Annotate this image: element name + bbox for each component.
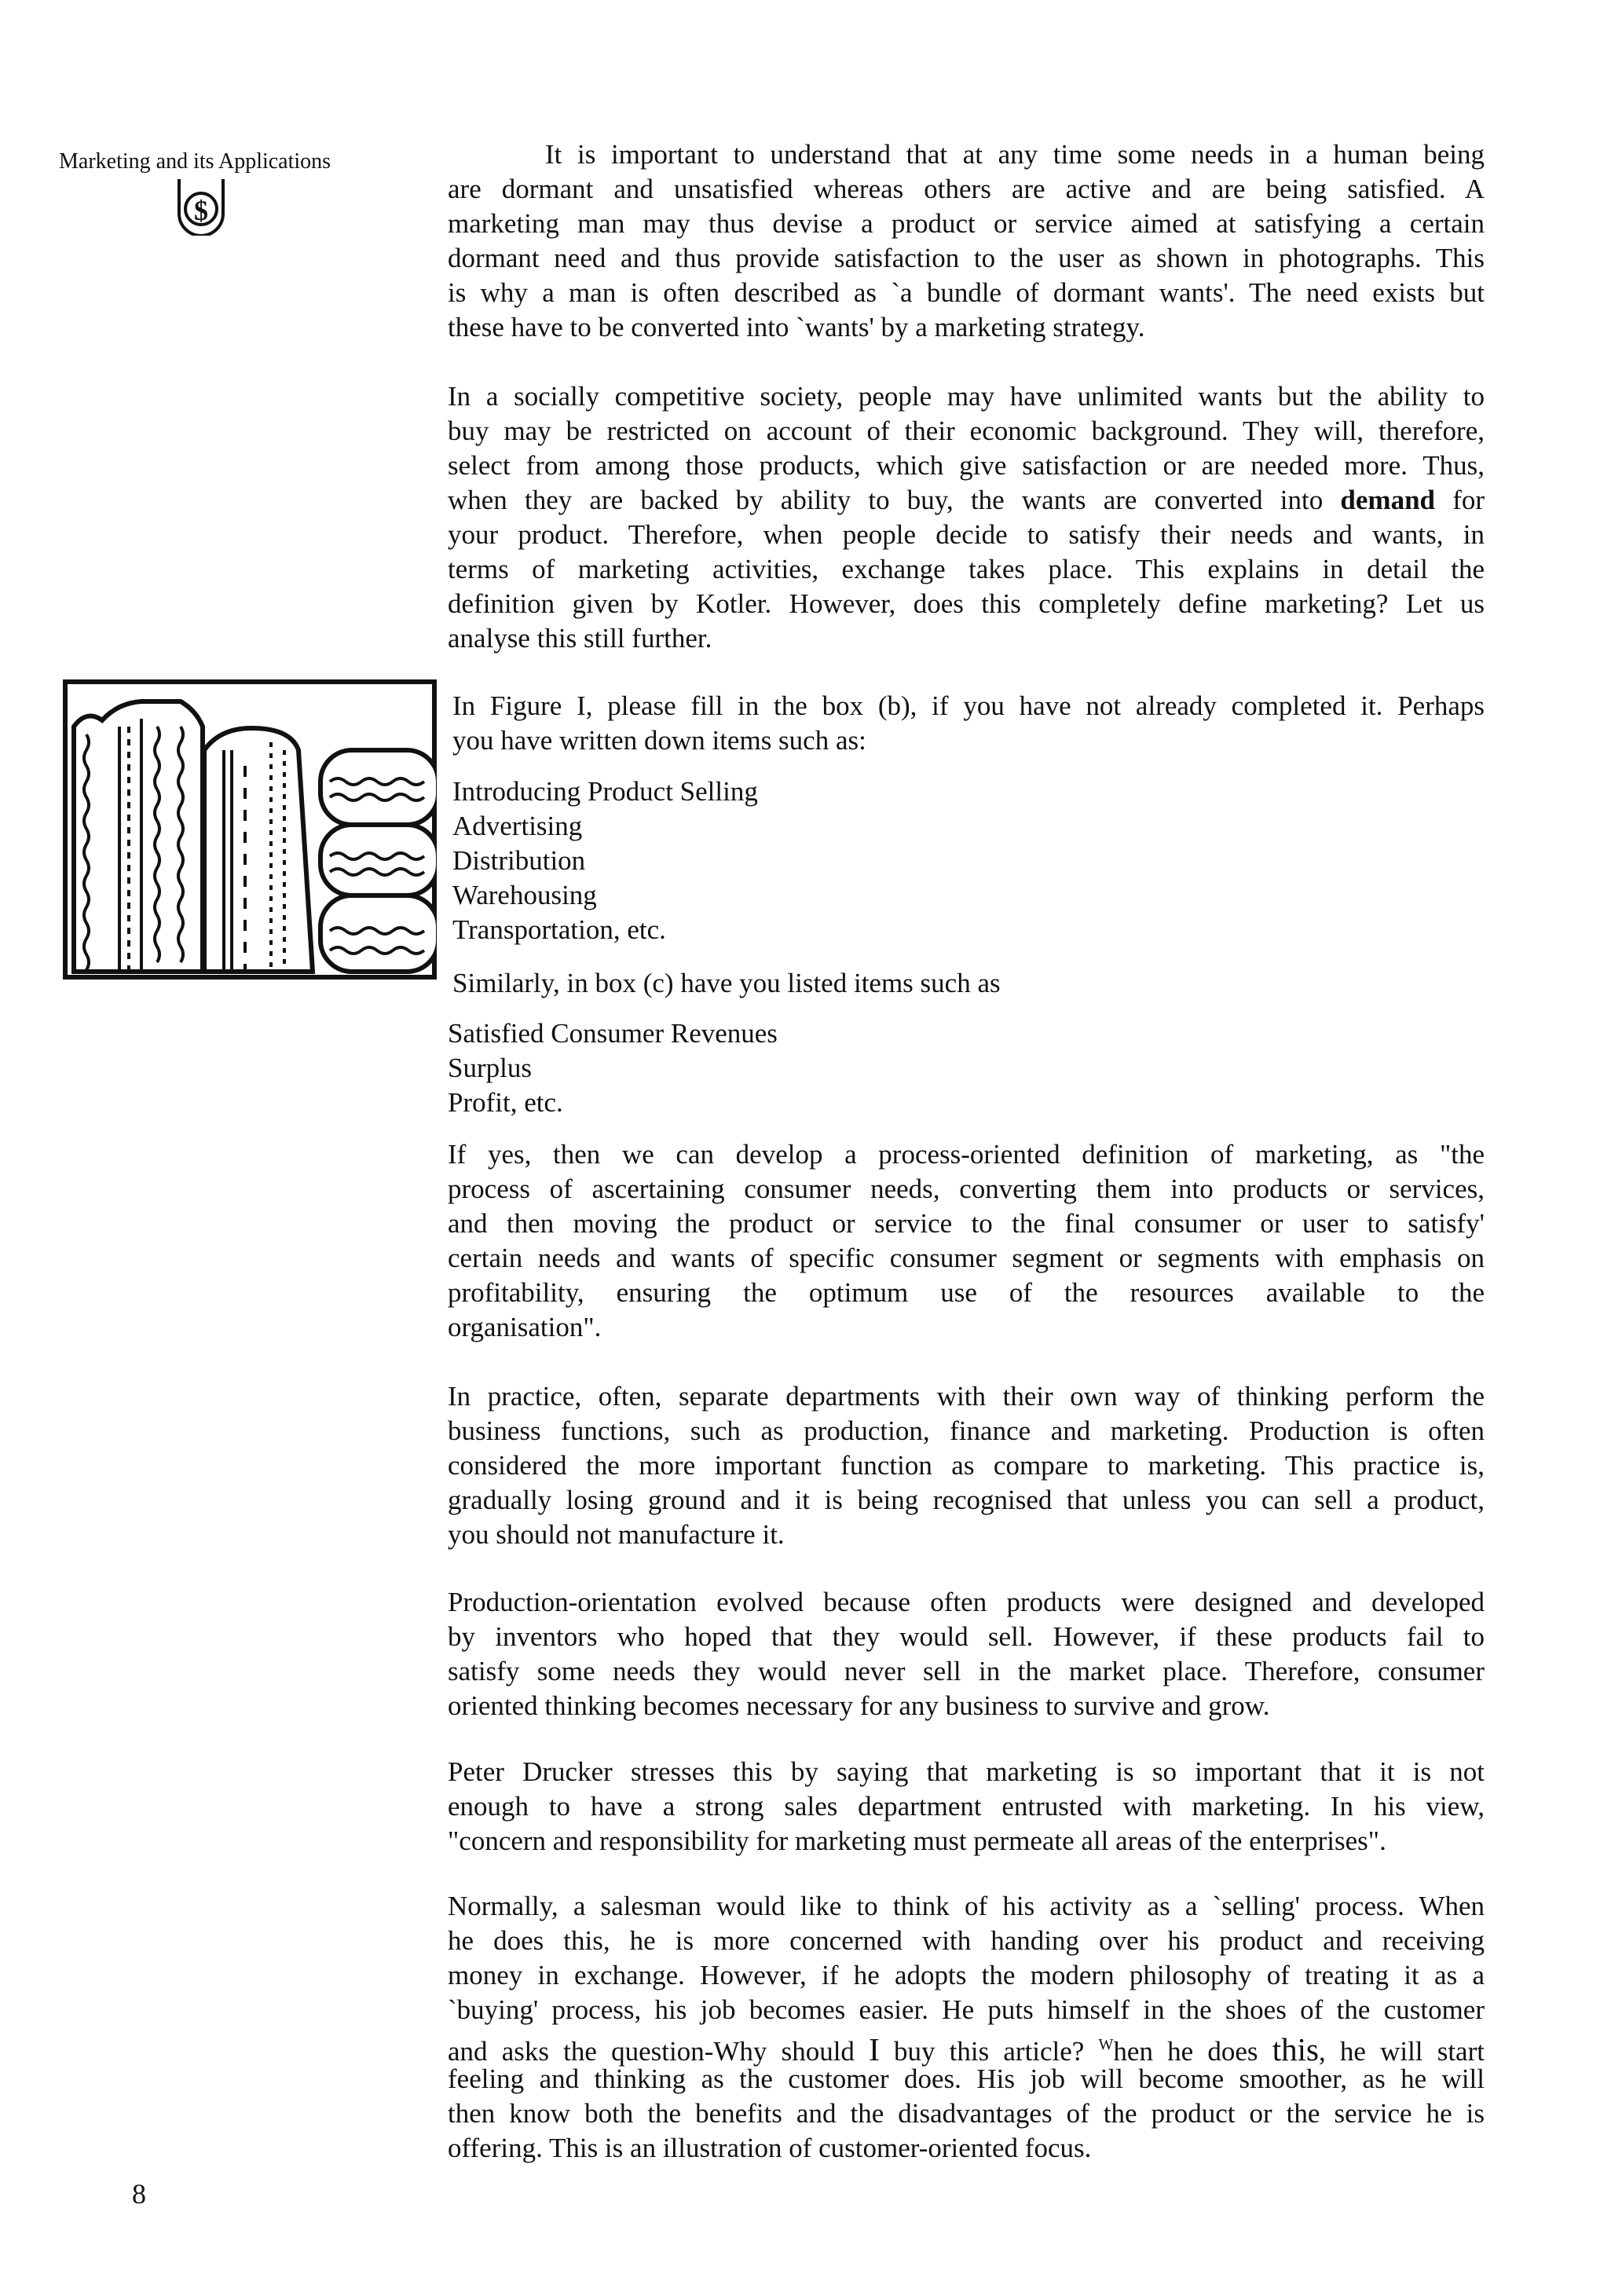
text-line: is why a man is often described as `a bundle of dormant wants'. The need exists but <box>448 277 1485 308</box>
text-line: you have written down items such as: <box>452 725 866 756</box>
text-line: gradually losing ground and it is being recognised that unless you can sell a product, <box>448 1485 1485 1515</box>
text-line: dormant need and thus provide satisfaction to the user as shown in photographs. This <box>448 243 1485 273</box>
text-line <box>448 2027 1485 2067</box>
list-item: Warehousing <box>452 880 597 910</box>
list-item: Satisfied Consumer Revenues <box>448 1018 778 1049</box>
text-line: your product. Therefore, when people decide to satisfy their needs and wants, in <box>448 519 1485 550</box>
list-item: Advertising <box>452 811 583 841</box>
text-line: Peter Drucker stresses this by saying that marketing is so important that it is not <box>448 1756 1485 1787</box>
list-item: Introducing Product Selling <box>452 776 758 807</box>
text-line: enough to have a strong sales department entrusted with marketing. In his view, <box>448 1791 1485 1822</box>
text-line: marketing man may thus devise a product or service aimed at satisfying a certain <box>448 208 1485 239</box>
text-line: If yes, then we can develop a process-oriented definition of marketing, as "the <box>448 1139 1485 1170</box>
text-segment: and asks the question-Why should <box>448 2036 870 2067</box>
text-segment: hen he does <box>1113 2036 1272 2067</box>
text-segment: W <box>1098 2036 1114 2053</box>
list-box-c-items <box>448 1016 1485 1120</box>
text-segment: I <box>869 2031 880 2067</box>
page-number: 8 <box>132 2178 146 2210</box>
text-line: then know both the benefits and the disadvantages of the product or the service he is <box>448 2098 1485 2129</box>
text-line: terms of marketing activities, exchange takes place. This explains in detail the <box>448 554 1485 584</box>
text-line: analyse this still further. <box>448 623 712 654</box>
paragraph-in-practice <box>448 1379 1485 1552</box>
text-line: business functions, such as production, finance and marketing. Production is often <box>448 1415 1485 1446</box>
text-line: In practice, often, separate departments with their own way of thinking perform the <box>448 1381 1485 1412</box>
text-segment: for <box>1435 485 1485 515</box>
text-line: oriented thinking becomes necessary for any business to survive and grow. <box>448 1690 1270 1721</box>
text-line: and then moving the product or service to the final consumer or user to satisfy' <box>448 1208 1485 1239</box>
text-line: he does this, he is more concerned with handing over his product and receiving <box>448 1925 1485 1956</box>
text-line: profitability, ensuring the optimum use of the resources available to the <box>448 1277 1485 1308</box>
text-line: definition given by Kotler. However, does this completely define marketing? Let us <box>448 588 1485 619</box>
list-item: Profit, etc. <box>448 1087 563 1118</box>
list-item: Surplus <box>448 1053 532 1083</box>
text-line: organisation". <box>448 1312 602 1342</box>
text-line: certain needs and wants of specific consumer segment or segments with emphasis on <box>448 1243 1485 1273</box>
bold-term: demand <box>1340 485 1436 515</box>
paragraph-peter-drucker <box>448 1755 1485 1858</box>
svg-text:$: $ <box>194 195 208 226</box>
text-line: these have to be converted into `wants' by a marketing strategy. <box>448 312 1145 342</box>
paragraph-dormant-needs <box>448 137 1485 345</box>
text-line: feeling and thinking as the customer does. His job will become smoother, as he will <box>448 2063 1485 2094</box>
text-line: "concern and responsibility for marketing must permeate all areas of the enterprises". <box>448 1825 1386 1856</box>
text-segment: this <box>1272 2031 1319 2067</box>
text-line: considered the more important function as compare to marketing. This practice is, <box>448 1450 1485 1481</box>
paragraph-salesman <box>448 1889 1485 2166</box>
text-line: In Figure I, please fill in the box (b), if you have not already completed it. Perhaps <box>452 690 1485 721</box>
text-line: In a socially competitive society, people may have unlimited wants but the ability to <box>448 381 1485 412</box>
list-box-b-items <box>452 774 1485 947</box>
text-line: Normally, a salesman would like to think of his activity as a `selling' process. When <box>448 1891 1485 1921</box>
text-line <box>448 483 1485 518</box>
text-line: It is important to understand that at any time some needs in a human being <box>545 139 1485 170</box>
list-item: Similarly, in box (c) have you listed items such as <box>452 968 1001 998</box>
text-line: offering. This is an illustration of customer-oriented focus. <box>448 2133 1092 2163</box>
text-segment: buy this article? <box>879 2036 1099 2067</box>
text-line: buy may be restricted on account of their economic background. They will, therefore, <box>448 416 1485 446</box>
text-line: are dormant and unsatisfied whereas others are active and are being satisfied. A <box>448 174 1485 204</box>
paragraph-process-definition <box>448 1137 1485 1345</box>
paragraph-box-c <box>452 966 1485 1001</box>
text-line: satisfy some needs they would never sell in the market place. Therefore, consumer <box>448 1656 1485 1686</box>
paragraph-competitive-society <box>448 379 1485 656</box>
text-segment: when they are backed by ability to buy, the wants are converted into <box>448 485 1341 515</box>
running-header: Marketing and its Applications <box>59 149 331 174</box>
text-line: process of ascertaining consumer needs, converting them into products or services, <box>448 1174 1485 1204</box>
text-line: `buying' process, his job becomes easier. He puts himself in the shoes of the customer <box>448 1994 1485 2025</box>
text-line: by inventors who hoped that they would sell. However, if these products fail to <box>448 1621 1485 1652</box>
paragraph-production-orientation <box>448 1585 1485 1723</box>
list-item: Distribution <box>452 845 586 876</box>
paragraph-figure-box-b <box>452 689 1485 758</box>
list-item: Transportation, etc. <box>452 914 666 945</box>
text-segment: , he will start <box>1318 2036 1485 2067</box>
ignou-logo-icon <box>176 178 226 236</box>
text-line: you should not manufacture it. <box>448 1519 785 1550</box>
tyres-illustration-icon <box>63 679 437 980</box>
text-line: money in exchange. However, if he adopts the modern philosophy of treating it as a <box>448 1960 1485 1990</box>
text-line: Production-orientation evolved because often products were designed and developed <box>448 1587 1485 1617</box>
text-line: select from among those products, which give satisfaction or are needed more. Thus, <box>448 450 1485 481</box>
